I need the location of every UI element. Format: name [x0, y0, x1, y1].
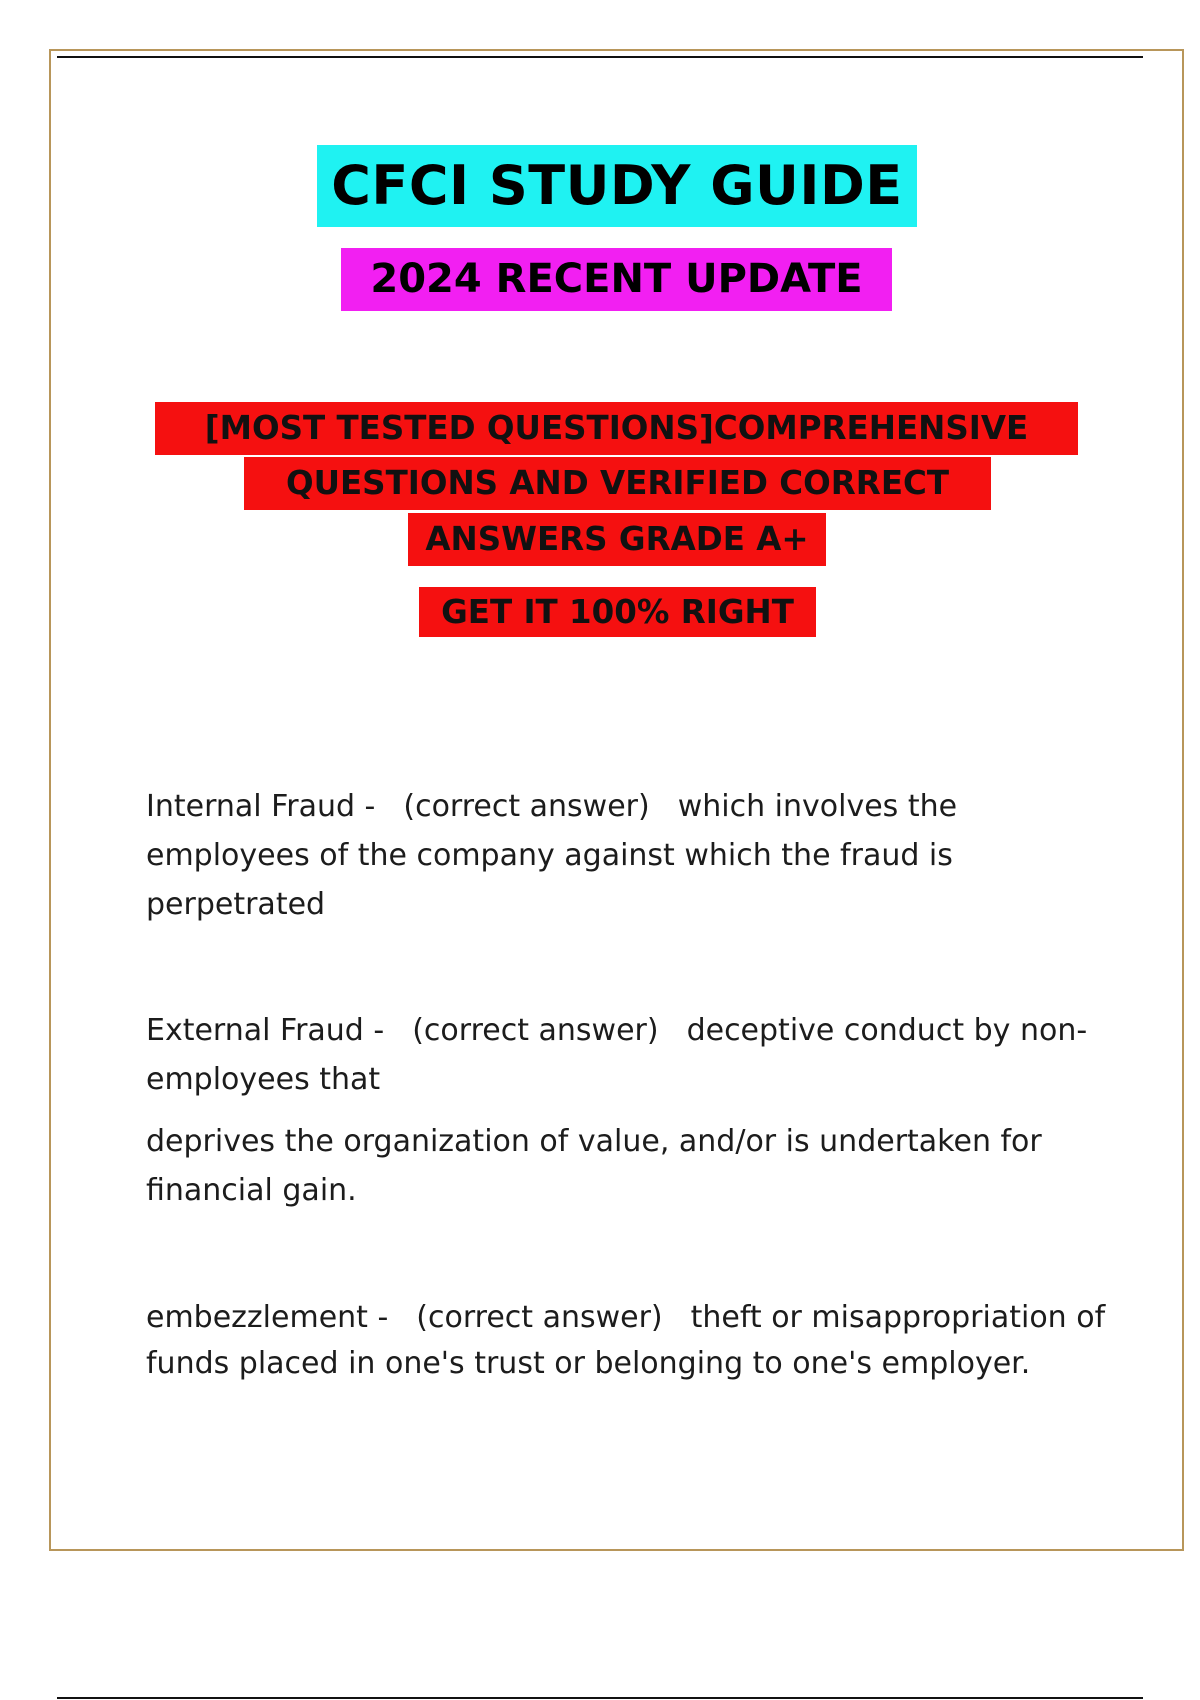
- entry-definition: deceptive conduct by non-employees that: [146, 1013, 1088, 1097]
- document-title: CFCI STUDY GUIDE: [317, 145, 917, 227]
- entry-term: embezzlement -: [146, 1300, 389, 1335]
- banner-line-3: ANSWERS GRADE A+: [408, 513, 826, 566]
- entry-answer-tag: (correct answer): [416, 1300, 663, 1335]
- banner-line-1: [MOST TESTED QUESTIONS]COMPREHENSIVE: [155, 402, 1078, 455]
- entry-definition: theft or misappropriation of funds placed in one's trust or belonging to one's employer.: [146, 1300, 1106, 1381]
- entry-term: External Fraud -: [146, 1013, 385, 1048]
- entry-term: Internal Fraud -: [146, 789, 376, 824]
- qa-entry-embezzlement: [146, 1295, 1106, 1387]
- entry-answer-tag: (correct answer): [403, 789, 650, 824]
- qa-entry-internal-fraud: [146, 782, 1106, 929]
- entry-answer-tag: (correct answer): [412, 1013, 659, 1048]
- document-subtitle: 2024 RECENT UPDATE: [341, 248, 892, 311]
- qa-entry-external-fraud-continuation: deprives the organization of value, and/or is undertaken for financial gain.: [146, 1124, 1042, 1208]
- banner-line-4: GET IT 100% RIGHT: [419, 587, 816, 637]
- banner-line-2: QUESTIONS AND VERIFIED CORRECT: [244, 457, 991, 510]
- bottom-rule: [57, 1697, 1143, 1699]
- entry-definition: which involves the employees of the company against which the fraud is perpetrated: [146, 789, 958, 922]
- qa-entry-external-fraud: [146, 1006, 1106, 1104]
